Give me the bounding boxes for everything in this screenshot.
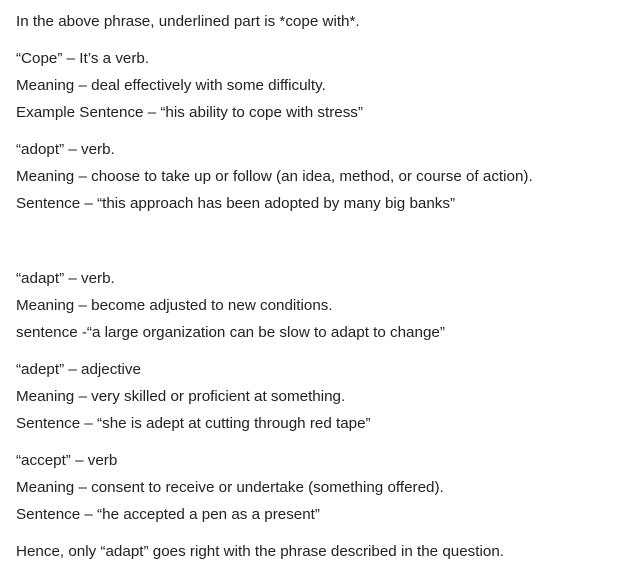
conclusion-paragraph: Hence, only “adapt” goes right with the phrase described in the question. <box>16 543 504 560</box>
intro-paragraph: In the above phrase, underlined part is *cope with*. <box>16 13 360 30</box>
word-block-cope <box>16 45 626 126</box>
word-block-adept <box>16 356 626 437</box>
word-sentence: Sentence – “he accepted a pen as a present” <box>16 506 320 523</box>
word-meaning: Meaning – consent to receive or undertake (something offered). <box>16 479 444 496</box>
word-meaning: Meaning – very skilled or proficient at something. <box>16 388 346 405</box>
word-heading: “adopt” – verb. <box>16 141 115 158</box>
explanation-content <box>16 8 626 565</box>
word-sentence: Example Sentence – “his ability to cope with stress” <box>16 104 363 121</box>
word-block-adapt <box>16 265 626 346</box>
word-block-adopt <box>16 136 626 217</box>
word-heading: “adapt” – verb. <box>16 270 115 287</box>
word-heading: “accept” – verb <box>16 452 118 469</box>
word-heading: “Cope” – It’s a verb. <box>16 50 150 67</box>
word-block-accept <box>16 447 626 528</box>
word-sentence: Sentence – “this approach has been adopted by many big banks” <box>16 195 456 212</box>
word-sentence: Sentence – “she is adept at cutting through red tape” <box>16 415 371 432</box>
word-heading: “adept” – adjective <box>16 361 141 378</box>
word-sentence: sentence -“a large organization can be slow to adapt to change” <box>16 324 445 341</box>
word-meaning: Meaning – deal effectively with some difficulty. <box>16 77 326 94</box>
word-meaning: Meaning – become adjusted to new conditions. <box>16 297 333 314</box>
word-meaning: Meaning – choose to take up or follow (an idea, method, or course of action). <box>16 168 533 185</box>
